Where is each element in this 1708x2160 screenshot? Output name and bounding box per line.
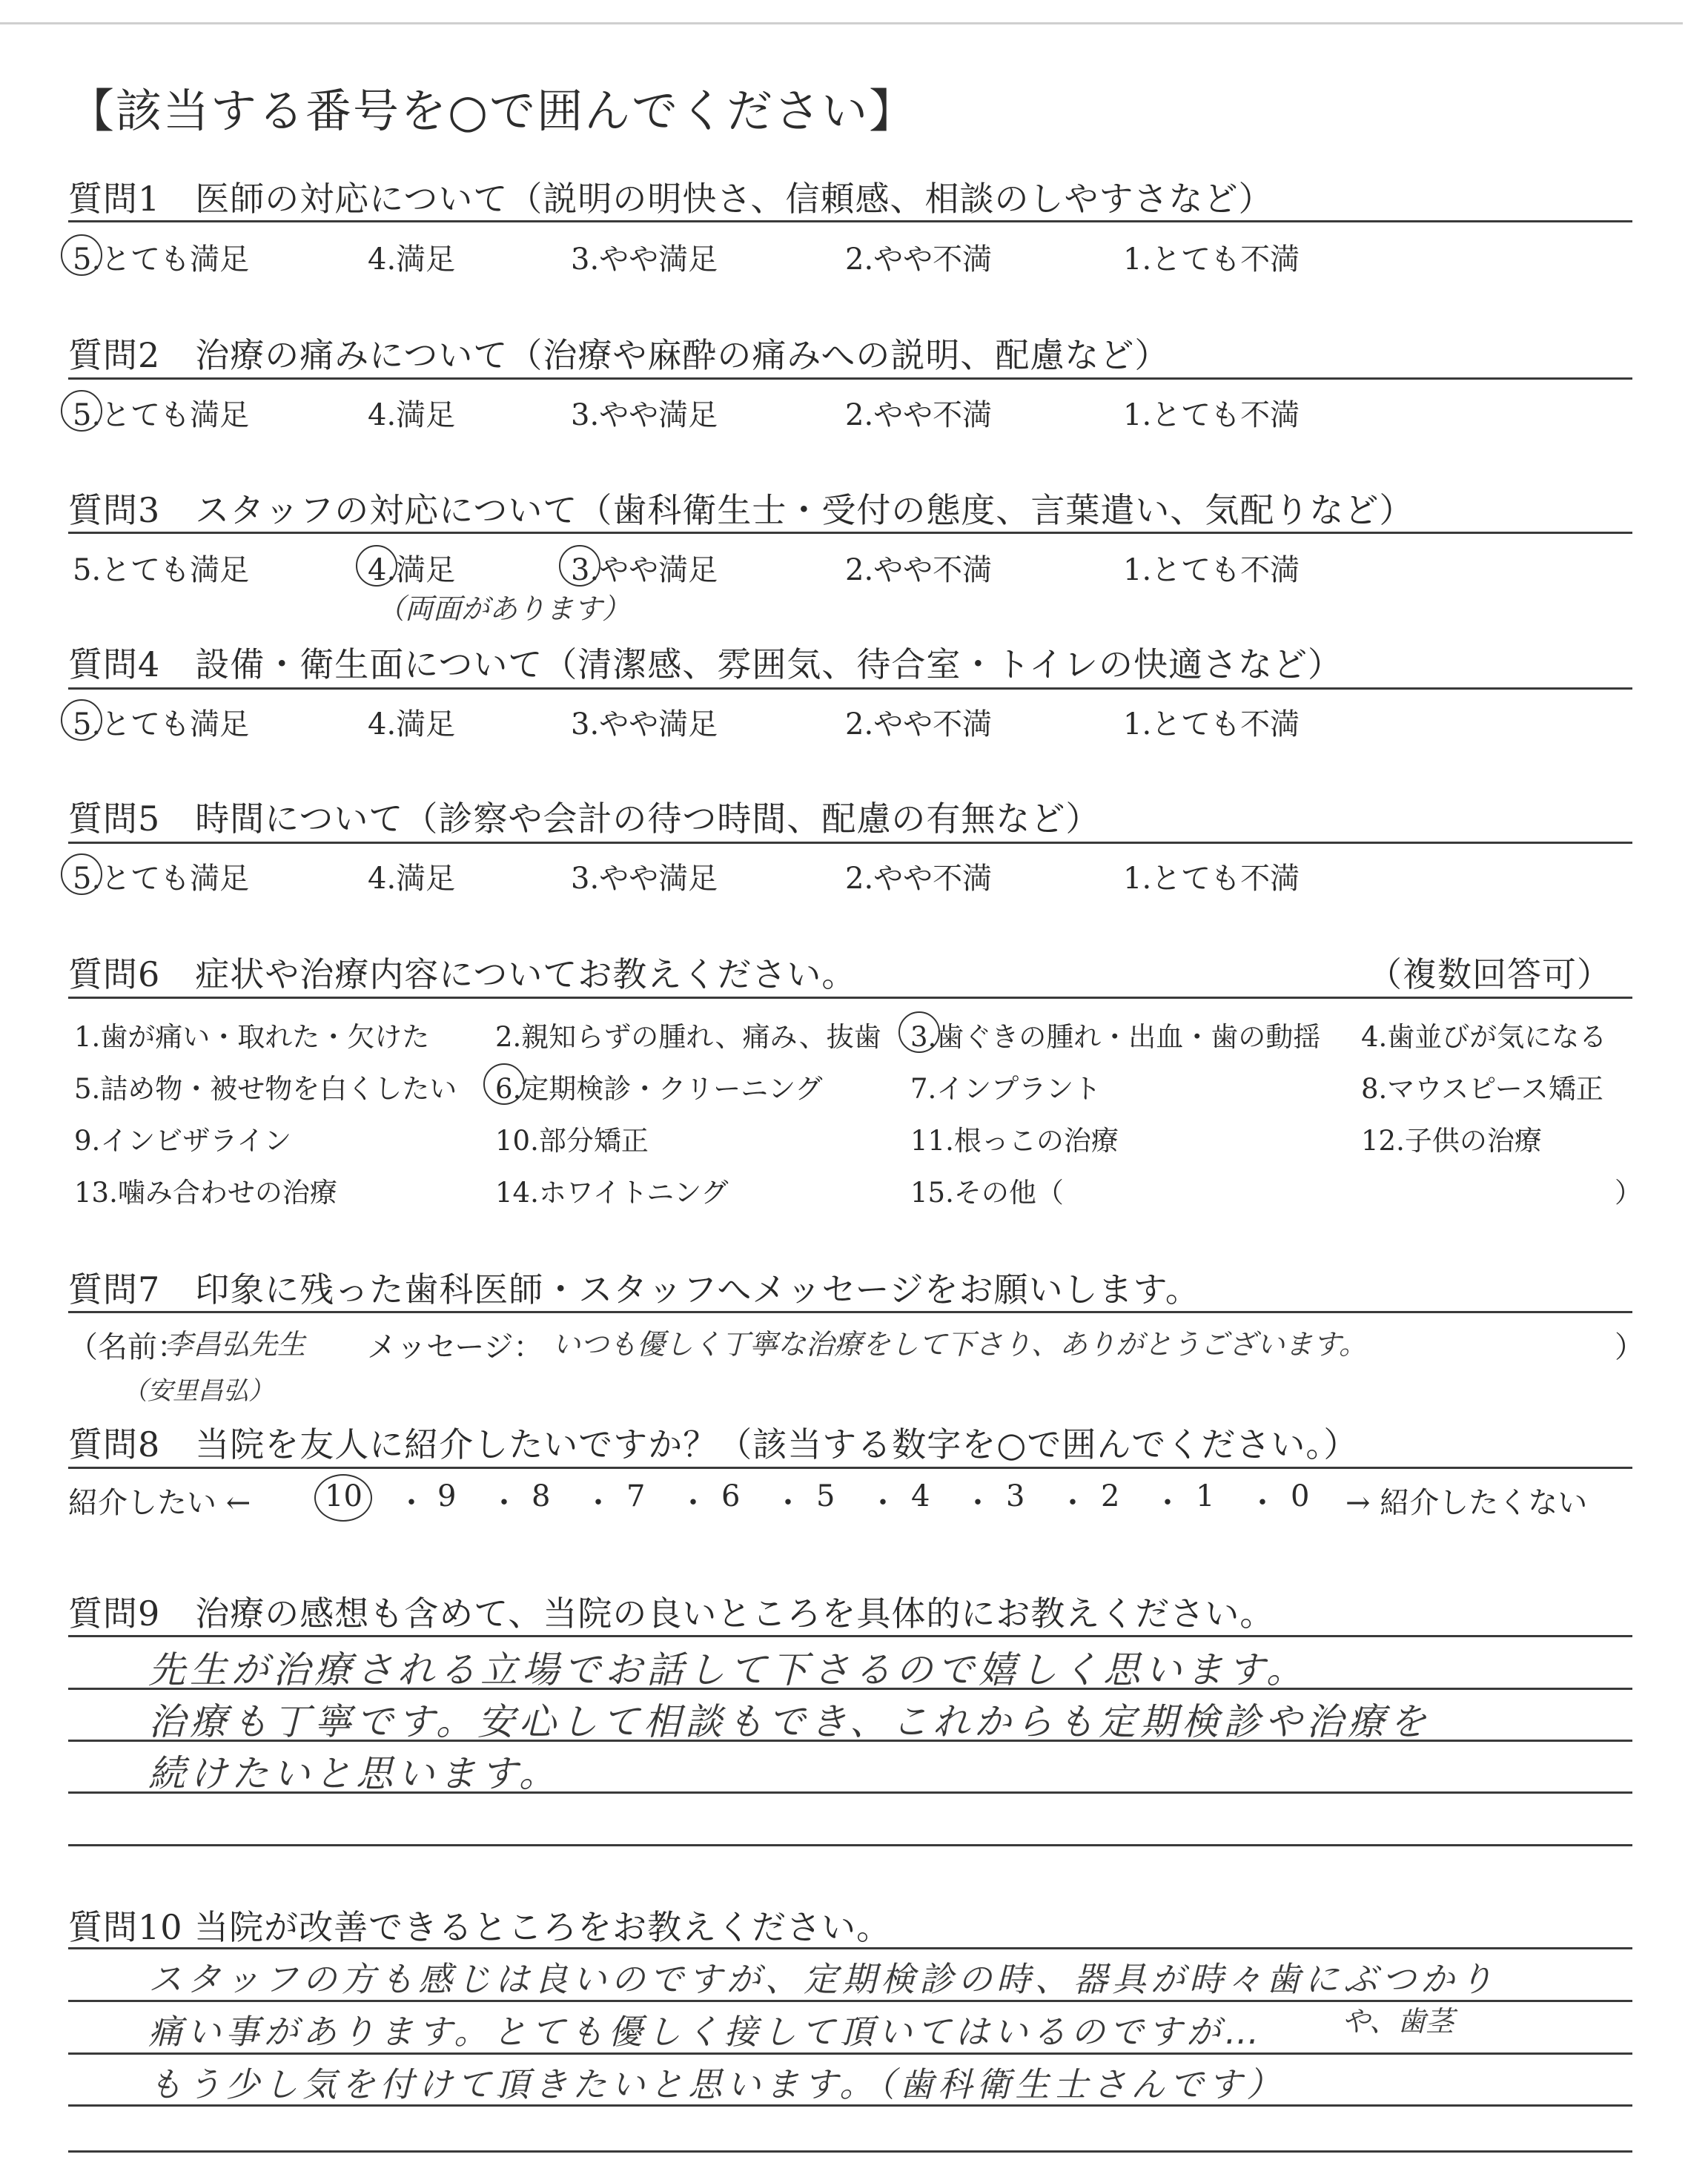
- symptom-option[interactable]: 2.親知らずの腫れ、痛み、抜歯: [495, 1021, 881, 1053]
- option-5[interactable]: 5.とても満足: [73, 707, 250, 742]
- handwritten-answer-line[interactable]: スタッフの方も感じは良いのですが、定期検診の時、器具が時々歯にぶつかり: [148, 1959, 1497, 1999]
- top-border: [0, 22, 1683, 24]
- symptom-option[interactable]: 15.その他（: [910, 1177, 1064, 1209]
- option-4[interactable]: 4.満足: [368, 398, 456, 432]
- scale-separator: ・: [397, 1486, 426, 1520]
- option-2[interactable]: 2.やや不満: [845, 862, 993, 896]
- question-4-label: 質問4 設備・衛生面について（清潔感、雰囲気、待合室・トイレの快適さなど）: [68, 644, 1343, 684]
- scale-separator: ・: [1248, 1486, 1277, 1520]
- handwritten-insert-note: や、歯茎: [1342, 2005, 1454, 2038]
- other-close-paren: ）: [1615, 1177, 1642, 1209]
- name-label: （名前：: [68, 1330, 187, 1364]
- symptom-option[interactable]: 12.子供の治療: [1361, 1125, 1542, 1157]
- name-reading: （安里昌弘）: [122, 1376, 274, 1406]
- message-value[interactable]: いつも優しく丁寧な治療をして下さり、ありがとうございます。: [552, 1328, 1367, 1361]
- question-5-label: 質問5 時間について（診察や会計の待つ時間、配慮の有無など）: [68, 799, 1101, 839]
- option-3[interactable]: 3.やや満足: [571, 553, 718, 587]
- scale-value[interactable]: 4: [911, 1479, 930, 1513]
- message-close-paren: ）: [1615, 1330, 1644, 1364]
- symptom-option[interactable]: 3.歯ぐきの腫れ・出血・歯の動揺: [910, 1021, 1321, 1053]
- symptom-option[interactable]: 8.マウスピース矯正: [1361, 1073, 1603, 1105]
- scale-value[interactable]: 10: [325, 1479, 363, 1513]
- question-6-label: 質問6 症状や治療内容についてお教えください。: [68, 954, 857, 994]
- scale-value[interactable]: 3: [1006, 1479, 1025, 1513]
- scale-separator: ・: [583, 1486, 613, 1520]
- page-title: 【該当する番号を○で囲んでください】: [68, 84, 917, 138]
- symptom-option[interactable]: 9.インビザライン: [74, 1125, 292, 1157]
- scale-value[interactable]: 7: [626, 1479, 646, 1513]
- scale-value[interactable]: 5: [816, 1479, 835, 1513]
- symptom-option[interactable]: 4.歯並びが気になる: [1361, 1021, 1607, 1053]
- answer-line: [68, 2150, 1632, 2153]
- scale-separator: ・: [963, 1486, 993, 1520]
- divider: [68, 687, 1632, 690]
- symptom-option[interactable]: 11.根っこの治療: [910, 1125, 1119, 1157]
- question-8-label: 質問8 当院を友人に紹介したいですか？（該当する数字を○で囲んでください。）: [68, 1424, 1359, 1464]
- symptom-option[interactable]: 14.ホワイトニング: [495, 1177, 729, 1209]
- answer-line: [68, 1947, 1632, 1949]
- scale-separator: ・: [1058, 1486, 1088, 1520]
- scale-separator: ・: [773, 1486, 803, 1520]
- option-2[interactable]: 2.やや不満: [845, 242, 993, 277]
- divider: [68, 532, 1632, 534]
- handwritten-answer-line[interactable]: 治療も丁寧です。安心して相談もでき、これからも定期検診や治療を: [148, 1700, 1431, 1743]
- question-3-label: 質問3 スタッフの対応について（歯科衛生士・受付の態度、言葉遣い、気配りなど）: [68, 490, 1414, 530]
- scale-right-label: → 紹介したくない: [1345, 1486, 1588, 1520]
- message-label: メッセージ：: [367, 1330, 543, 1364]
- symptom-option[interactable]: 10.部分矯正: [495, 1125, 649, 1157]
- symptom-option[interactable]: 1.歯が痛い・取れた・欠けた: [74, 1021, 430, 1053]
- option-1[interactable]: 1.とても不満: [1123, 398, 1300, 432]
- option-3[interactable]: 3.やや満足: [571, 398, 718, 432]
- option-3[interactable]: 3.やや満足: [571, 707, 718, 742]
- handwritten-answer-line[interactable]: もう少し気を付けて頂きたいと思います。（歯科衛生士さんです）: [148, 2064, 1285, 2104]
- symptom-option[interactable]: 7.インプラント: [910, 1073, 1102, 1105]
- scale-value[interactable]: 9: [437, 1479, 457, 1513]
- option-4[interactable]: 4.満足: [368, 707, 456, 742]
- option-5[interactable]: 5.とても満足: [73, 553, 250, 587]
- handwritten-answer-line[interactable]: 痛い事があります。とても優しく接して頂いてはいるのですが…: [148, 2012, 1264, 2052]
- handwritten-answer-line[interactable]: 先生が治療される立場でお話して下さるので嬉しく思います。: [148, 1648, 1308, 1691]
- option-4[interactable]: 4.満足: [368, 862, 456, 896]
- option-3[interactable]: 3.やや満足: [571, 862, 718, 896]
- option-4[interactable]: 4.満足: [368, 242, 456, 277]
- scale-separator: ・: [1153, 1486, 1182, 1520]
- scale-value[interactable]: 6: [721, 1479, 741, 1513]
- symptom-option[interactable]: 5.詰め物・被せ物を白くしたい: [74, 1073, 457, 1105]
- name-value[interactable]: 李昌弘先生: [165, 1328, 306, 1361]
- scale-separator: ・: [489, 1486, 519, 1520]
- question-10-label: 質問10 当院が改善できるところをお教えください。: [68, 1907, 892, 1947]
- divider: [68, 842, 1632, 844]
- option-1[interactable]: 1.とても不満: [1123, 553, 1300, 587]
- handwritten-note: （両面があります）: [377, 592, 631, 625]
- question-9-label: 質問9 治療の感想も含めて、当院の良いところを具体的にお教えください。: [68, 1593, 1275, 1634]
- option-2[interactable]: 2.やや不満: [845, 398, 993, 432]
- divider: [68, 377, 1632, 380]
- scale-value[interactable]: 8: [532, 1479, 551, 1513]
- question-1-label: 質問1 医師の対応について（説明の明快さ、信頼感、相談のしやすさなど）: [68, 179, 1274, 219]
- scale-value[interactable]: 2: [1101, 1479, 1120, 1513]
- option-1[interactable]: 1.とても不満: [1123, 862, 1300, 896]
- question-7-label: 質問7 印象に残った歯科医師・スタッフへメッセージをお願いします。: [68, 1269, 1200, 1309]
- question-2-label: 質問2 治療の痛みについて（治療や麻酔の痛みへの説明、配慮など）: [68, 335, 1170, 375]
- answer-line: [68, 1844, 1632, 1846]
- option-5[interactable]: 5.とても満足: [73, 242, 250, 277]
- option-5[interactable]: 5.とても満足: [73, 862, 250, 896]
- scale-value[interactable]: 0: [1291, 1479, 1310, 1513]
- symptom-option[interactable]: 6.定期検診・クリーニング: [495, 1073, 823, 1105]
- divider: [68, 220, 1632, 222]
- scale-left-label: 紹介したい ←: [68, 1486, 251, 1520]
- option-1[interactable]: 1.とても不満: [1123, 242, 1300, 277]
- multiple-answers-note: （複数回答可）: [1368, 954, 1612, 994]
- option-1[interactable]: 1.とても不満: [1123, 707, 1300, 742]
- scale-value[interactable]: 1: [1196, 1479, 1215, 1513]
- divider: [68, 997, 1632, 999]
- option-2[interactable]: 2.やや不満: [845, 707, 993, 742]
- option-3[interactable]: 3.やや満足: [571, 242, 718, 277]
- divider: [68, 1311, 1632, 1313]
- option-4[interactable]: 4.満足: [368, 553, 456, 587]
- option-5[interactable]: 5.とても満足: [73, 398, 250, 432]
- symptom-option[interactable]: 13.噛み合わせの治療: [74, 1177, 337, 1209]
- scale-separator: ・: [868, 1486, 898, 1520]
- handwritten-answer-line[interactable]: 続けたいと思います。: [148, 1752, 560, 1795]
- option-2[interactable]: 2.やや不満: [845, 553, 993, 587]
- answer-line: [68, 1635, 1632, 1637]
- scale-separator: ・: [678, 1486, 708, 1520]
- divider: [68, 1467, 1632, 1469]
